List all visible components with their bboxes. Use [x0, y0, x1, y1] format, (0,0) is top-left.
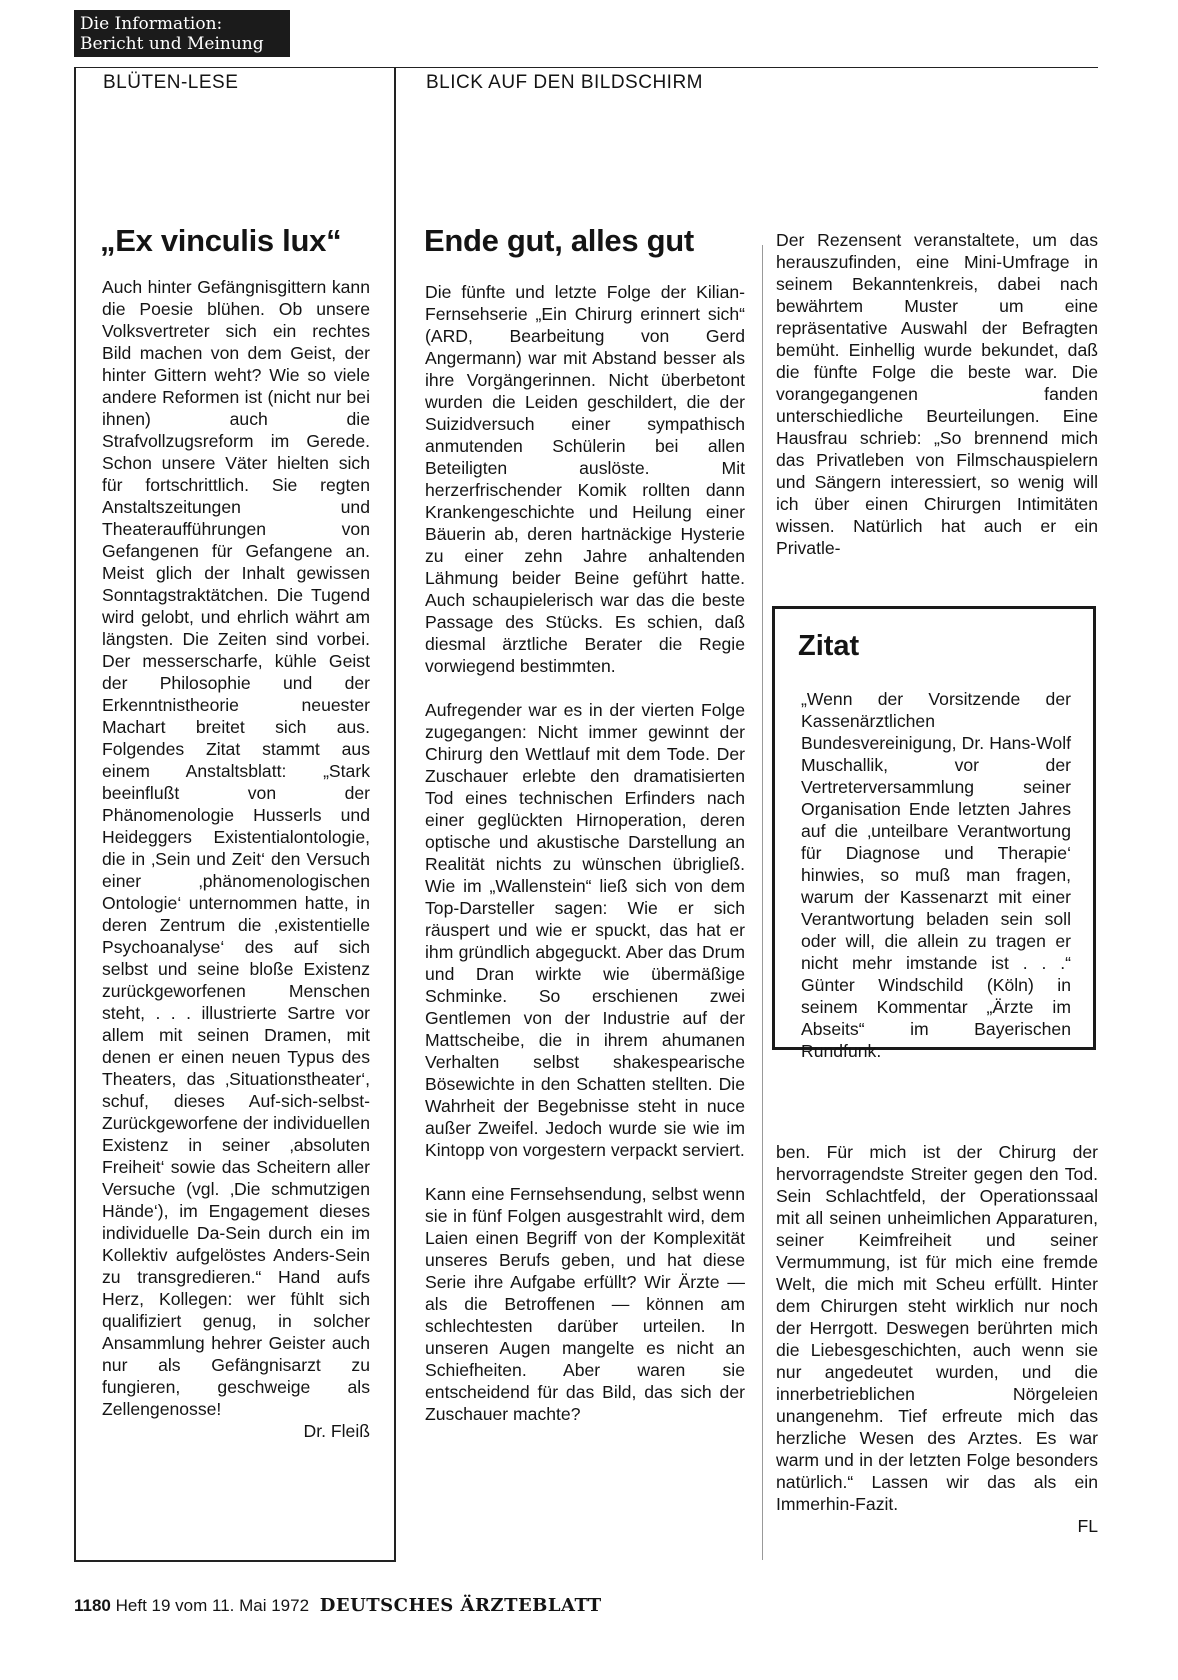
magazine-title: DEUTSCHES ÄRZTEBLATT [319, 1595, 602, 1616]
right-article-paragraph: Aufregender war es in der vierten Folge zugegangen: Nicht immer gewinnt der Chirurg den Wettlauf mit dem Tode. Der Zuschauer erlebte den dramatisierten Tod eines technischen Erfinders nach einer geglückten Hirnoperation, deren optische und akustische Darstellung an Realität nichts zu wünschen übrigließ. Wie im „Wallenstein“ ließ sich von dem Top-Darsteller sagen: Wie er sich räuspert und wie er spuckt, das hat er ihm gründlich abgeguckt. Aber das Drum und Dran wirkte wie übermäßige Schminke. So erschienen zwei Gentlemen von der Industrie auf der Mattscheibe, die in ihrem ahumanen Verhalten selbst shakespearische Bösewichte in den Schatten stellten. Die Wahrheit der Begebnisse steht in nuce außer Zweifel. Jedoch wurde sie wie im Kintopp von vorgestern verpackt serviert. [425, 700, 745, 1160]
section-tag-line2: Bericht und Meinung [80, 34, 264, 54]
right-article-body [425, 281, 745, 1425]
continuation-text-bottom: ben. Für mich ist der Chirurg der hervorragendste Streiter gegen den Tod. Sein Schlachtfeld, der Operationssaal mit all seinen unheimlichen Apparaturen, seiner Keimfreiheit und seiner Vermummung, ist für mich eine fremde Welt, die mich mit Scheu erfüllt. Hinter dem Chirurgen steht wirklich nur noch der Herrgott. Deswegen berührten mich die Liebesgeschichten, auch wenn sie nur angedeutet wurden, und die innerbetrieblichen Nörgeleien unangenehm. Tief erfreute mich das herzliche Wesen des Arztes. Es war warm und in der letzten Folge besonders natürlich.“ Lassen wir das als ein Immerhin-Fazit. [776, 1142, 1098, 1514]
right-article-continuation-bottom [776, 1141, 1098, 1537]
section-tag-line1: Die Information: [80, 14, 223, 34]
right-column-heading: BLICK AUF DEN BILDSCHIRM [426, 72, 703, 93]
right-article-paragraph: Die fünfte und letzte Folge der Kilian-Fernsehserie „Ein Chirurg erinnert sich“ (ARD, Bearbeitung von Gerd Angermann) war mit Abstand besser als ihre Vorgängerinnen. Nicht überbetont wurden die Leiden geschildert, die der Suizidversuch einer sympathisch anmutenden Schülerin bei allen Beteiligten auslöste. Mit herzerfrischender Komik rollten dann Krankengeschichte und Heilung einer Bäuerin ab, deren hartnäckige Hysterie zu einer zehn Jahre anhaltenden Lähmung beider Beine geführt hatte. Auch schaupielerisch war das die beste Passage des Stücks. Es schien, daß diesmal ärztliche Berater die Regie vorwiegend bestimmten. [425, 282, 745, 676]
left-article-title: „Ex vinculis lux“ [100, 223, 342, 258]
left-article-text: Auch hinter Gefängnisgittern kann die Poesie blühen. Ob unsere Volksvertreter sich ein rechtes Bild machen von dem Geist, der hinter Gittern weht? Wie so viele andere Reformen ist (nicht nur bei ihnen) auch die Strafvollzugsreform im Gerede. Schon unsere Väter hielten sich für fortschrittlich. Sie regten Anstaltszeitungen und Theateraufführungen von Gefangenen für Gefangene an. Meist glich der Inhalt gewissen Sonntagstraktätchen. Die Tugend wird gelobt, und ehrlich währt am längsten. Die Zeiten sind vorbei. Der messerscharfe, kühle Geist der Philosophie und der Erkenntnistheorie neuester Machart breitet sich aus. Folgendes Zitat stammt aus einem Anstaltsblatt: „Stark beeinflußt von der Phänomenologie Husserls und Heideggers Existentialontologie, die in ‚Sein und Zeit‘ den Versuch einer ‚phänomenologischen Ontologie‘ unternommen hatte, in deren Zentrum die ‚existentielle Psychoanalyse‘ des auf sich selbst und seine bloße Existenz zurückgeworfenen Menschen steht, . . . illustrierte Sartre vor allem mit seinen Dramen, mit denen er einen neuen Typus des Theaters, das ‚Situationstheater‘, schuf, dieses Auf-sich-selbst-Zurückgeworfene der individuellen Existenz in seiner ‚absoluten Freiheit‘ sowie das Scheitern aller Versuche (vgl. ‚Die schmutzigen Hände‘), im Engagement dieses individuelle Da-Sein durch ein im Kollektiv aufgelöstes Anders-Sein zu transgredieren.“ Hand aufs Herz, Kollegen: wer fühlt sich qualifiziert genug, in solcher Ansammlung hehrer Geister auch nur als Gefängnisarzt zu fungieren, geschweige als Zellengenosse! [102, 277, 370, 1419]
left-article-signature: Dr. Fleiß [303, 1421, 370, 1441]
section-tag [74, 10, 290, 57]
right-article-continuation-top [776, 229, 1098, 559]
column-divider [762, 245, 763, 1560]
issue-info: Heft 19 vom 11. Mai 1972 [115, 1596, 310, 1615]
quote-box-title: Zitat [798, 630, 860, 662]
left-column-heading: BLÜTEN-LESE [103, 72, 239, 93]
left-article-body [102, 276, 370, 1442]
continuation-text-top: Der Rezensent veranstaltete, um das herauszufinden, eine Mini-Umfrage in seinem Bekanntenkreis, dabei nach bewährtem Muster um eine repräsentative Auswahl der Befragten bemüht. Einhellig wurde bekundet, daß die fünfte Folge die beste war. Die vorangegangenen fanden unterschiedliche Beurteilungen. Eine Hausfrau schrieb: „So brennend mich das Privatleben von Filmschauspielern und Sängern interessiert, so wenig will ich über einen Chirurgen Intimitäten wissen. Natürlich hat auch er ein Privatle- [776, 230, 1098, 558]
page-footer [74, 1595, 602, 1616]
quote-box-text: „Wenn der Vorsitzende der Kassenärztlichen Bundesvereinigung, Dr. Hans-Wolf Muschallik, vor der Vertreterversammlung seiner Organisation Ende letzten Jahres auf die ‚unteilbare Verantwortung für Diagnose und Therapie‘ hinwies, so muß man fragen, warum der Kassenarzt mit einer Verantwortung beladen sein soll oder will, die allein zu tragen er nicht mehr imstande ist . . .“ Günter Windschild (Köln) in seinem Kommentar „Ärzte im Abseits“ im Bayerischen Rundfunk. [801, 689, 1071, 1061]
page-number: 1180 [74, 1596, 111, 1615]
top-rule [396, 67, 1098, 68]
right-article-paragraph: Kann eine Fernsehsendung, selbst wenn sie in fünf Folgen ausgestrahlt wird, dem Laien einen Begriff von der Komplexität unseres Berufs geben, und hat diese Serie ihre Aufgabe erfüllt? Wir Ärzte — als die Betroffenen — können am schlechtesten darüber urteilen. In unseren Augen mangelte es nicht an Schiefheiten. Aber waren sie entscheidend für das Bild, das sich der Zuschauer machte? [425, 1184, 745, 1424]
right-article-title: Ende gut, alles gut [424, 223, 694, 258]
right-article-signature: FL [1077, 1516, 1098, 1536]
